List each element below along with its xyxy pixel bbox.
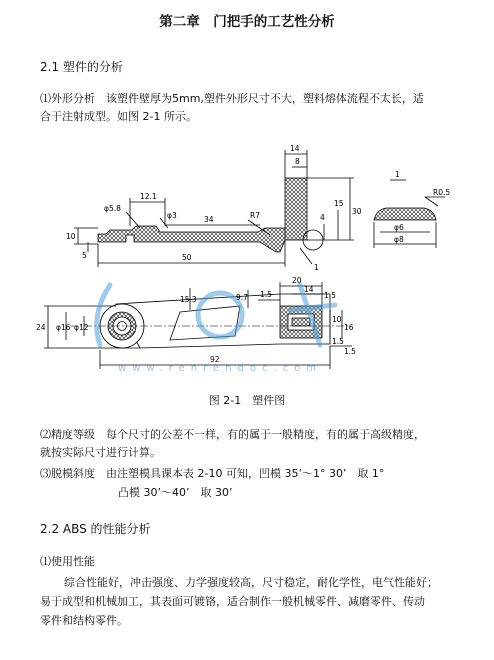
dim-12-1: 12.1 <box>140 192 157 201</box>
chapter-title: 第二章 门把手的工艺性分析 <box>159 14 335 30</box>
dim-10: 10 <box>66 232 76 241</box>
para-shape-analysis-line1: ⑴外形分析 该塑件壁厚为5mm,塑件外形尺寸不大，塑料熔体流程不太长，适 <box>40 92 424 105</box>
dim-1-5b: 1.5 <box>324 291 336 300</box>
dim-92: 92 <box>210 355 220 364</box>
watermark-text: www.renrendoc.com <box>117 363 323 374</box>
para-shape-analysis-line2: 合于注射成型。如图 2-1 所示。 <box>40 110 197 123</box>
side-post <box>285 178 307 240</box>
dim-10b: 10 <box>332 315 342 324</box>
top-view <box>44 282 352 369</box>
dim-14b: 14 <box>304 285 314 294</box>
view-label-1: 1 <box>395 170 400 179</box>
dim-8: 8 <box>295 157 300 166</box>
side-view <box>74 150 445 267</box>
dim-1-5a: 1.5 <box>260 290 272 299</box>
para-precision-line2: 就按实际尺寸进行计算。 <box>40 446 161 459</box>
dim-30: 30 <box>352 207 362 216</box>
slot <box>170 306 240 340</box>
dim-16: 16 <box>344 323 354 332</box>
dim-phi5-8: φ5.8 <box>104 204 121 213</box>
dim-14: 14 <box>290 144 300 153</box>
para-usage-line3: 零件和结构零件。 <box>40 614 128 627</box>
dim-r0-5: R0.5 <box>433 188 451 197</box>
dim-50: 50 <box>182 253 192 262</box>
dim-20: 20 <box>292 276 302 285</box>
section-2-2-heading: 2.2 ABS 的性能分析 <box>40 522 151 536</box>
part-drawing <box>30 140 470 392</box>
dim-phi16: φ16 <box>56 323 71 332</box>
para-draft-line2: 凸模 30’～40’ 取 30’ <box>118 486 233 499</box>
para-usage-line1: 综合性能好，冲击强度、力学强度较高，尺寸稳定，耐化学性，电气性能好； <box>64 576 438 589</box>
usage-performance-heading: ⑴使用性能 <box>40 555 95 568</box>
para-usage-line2: 易于成型和机械加工，其表面可镀铬，适合制作一般机械零件、减磨零件、传动 <box>40 595 425 608</box>
dim-5: 5 <box>82 251 87 260</box>
dim-4: 4 <box>320 213 325 222</box>
dim-9-7: 9.7 <box>236 293 248 302</box>
dim-15-3: 15.3 <box>180 295 197 304</box>
figure-caption: 图 2-1 塑件图 <box>208 394 286 407</box>
dim-24: 24 <box>36 323 46 332</box>
dim-15: 15 <box>334 199 344 208</box>
section-profile <box>374 208 436 220</box>
dim-phi8: φ8 <box>394 235 404 244</box>
dim-1-5c: 1.5 <box>332 337 344 346</box>
dim-1: 1 <box>314 263 319 272</box>
dim-phi3: φ3 <box>167 211 177 220</box>
dim-phi6: φ6 <box>394 223 404 232</box>
side-arm <box>98 226 285 252</box>
para-draft-line1: ⑶脱模斜度 由注塑模具课本表 2-10 可知，凹模 35’～1° 30’ 取 1° <box>40 467 385 480</box>
dim-1-5d: 1.5 <box>344 347 356 356</box>
section-2-1-heading: 2.1 塑件的分析 <box>40 60 123 74</box>
dim-34: 34 <box>204 215 214 224</box>
dim-r7: R7 <box>250 211 260 220</box>
para-precision-line1: ⑵精度等级 每个尺寸的公差不一样，有的属于一般精度，有的属于高级精度， <box>40 428 425 441</box>
dim-phi12: φ12 <box>74 323 89 332</box>
